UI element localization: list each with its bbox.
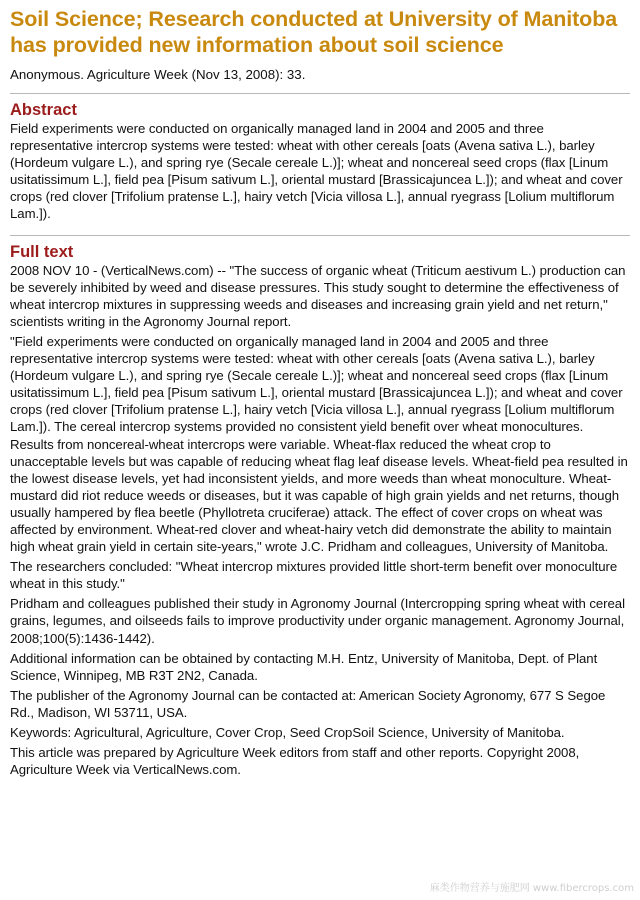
abstract-text: Field experiments were conducted on organically managed land in 2004 and 2005 and three representative intercrop systems were tested: wheat with other cereals [oats (Avena sativa L.), barley (Hordeum vulgare L.), and spring rye (Secale cereale L.)]; wheat and noncereal seed crops (flax [Linum usitatissimum L.], field pea [Pisum sativum L.], oriental mustard [Brassicajuncea L.]); and wheat and cover crops (red clover [Trifolium pratense L.], hairy vetch [Vicia villosa L.], annual ryegrass [Lolium multiflorum Lam.]).	[10, 121, 623, 222]
full-text-paragraph: This article was prepared by Agriculture Week editors from staff and other reports. Copyright 2008, Agriculture Week via VerticalNews.com.	[10, 745, 580, 778]
watermark: 麻类作物营养与施肥网 www.fibercrops.com	[429, 883, 634, 894]
full-text-paragraph: 2008 NOV 10 - (VerticalNews.com) -- "The success of organic wheat (Triticum aestivum L.) production can be severely inhibited by weed and disease pressures. This study sought to determine the effectiveness of wheat intercrop mixtures in suppressing weeds and diseases and increasing grain yield and net return," scientists writing in the Agronomy Journal report.	[10, 262, 626, 329]
full-text-paragraph: Additional information can be obtained by contacting M.H. Entz, University of Manitoba, Dept. of Plant Science, Winnipeg, MB R3T 2N2, Canada.	[10, 650, 598, 683]
divider	[10, 235, 630, 236]
full-text-paragraph: The researchers concluded: "Wheat intercrop mixtures provided little short-term benefit over monoculture wheat in this study."	[10, 559, 618, 592]
divider	[10, 93, 630, 94]
abstract-heading: Abstract	[10, 101, 77, 119]
full-text-paragraph: "Field experiments were conducted on organically managed land in 2004 and 2005 and three representative intercrop systems were tested: wheat with other cereals [oats (Avena sativa L.), barley (Hordeum vulgare L.), and spring rye (Secale cereale L.)]; wheat and noncereal seed crops (flax [Linum usitatissimum L.], field pea [Pisum sativum L.], oriental mustard [Brassicajuncea L.]); and wheat and cover crops (red clover [Trifolium pratense L.], hairy vetch [Vicia villosa L.], annual ryegrass [Lolium multiflorum Lam.]). The cereal intercrop systems provided no consistent yield benefit over wheat monocultures. Results from noncereal-wheat intercrops were variable. Wheat-flax reduced the wheat crop to unacceptable levels but was capable of reducing wheat flag leaf disease levels. Wheat-field pea resulted in the lowest disease levels, yet had inconsistent yields, and more weeds than wheat monoculture. Wheat-mustard did riot reduce weeds or diseases, but it was capable of high grain yields and net returns, though usually hampered by flea beetle (Phyllotreta cruciferae) attack. The effect of cover crops on wheat was affected by environment. Wheat-red clover and wheat-hairy vetch did demonstrate the ability to maintain high wheat grain yield in certain site-years," wrote J.C. Pridham and colleagues, University of Manitoba.	[10, 333, 628, 555]
full-text-paragraph: Keywords: Agricultural, Agriculture, Cover Crop, Seed CropSoil Science, University of Manitoba.	[10, 725, 565, 740]
full-text-body	[10, 262, 630, 779]
full-text-heading: Full text	[10, 242, 74, 261]
article-title: Soil Science; Research conducted at University of Manitoba has provided new information about soil science	[10, 7, 618, 57]
full-text-paragraph: Pridham and colleagues published their study in Agronomy Journal (Intercropping spring wheat with cereal grains, legumes, and oilseeds fails to improve productivity under organic management. Agronomy Journal, 2008;100(5):1436-1442).	[10, 596, 625, 646]
full-text-paragraph: The publisher of the Agronomy Journal can be contacted at: American Society Agronomy, 677 S Segoe Rd., Madison, WI 53711, USA.	[10, 687, 606, 720]
article-citation: Anonymous. Agriculture Week (Nov 13, 2008): 33.	[10, 67, 306, 82]
